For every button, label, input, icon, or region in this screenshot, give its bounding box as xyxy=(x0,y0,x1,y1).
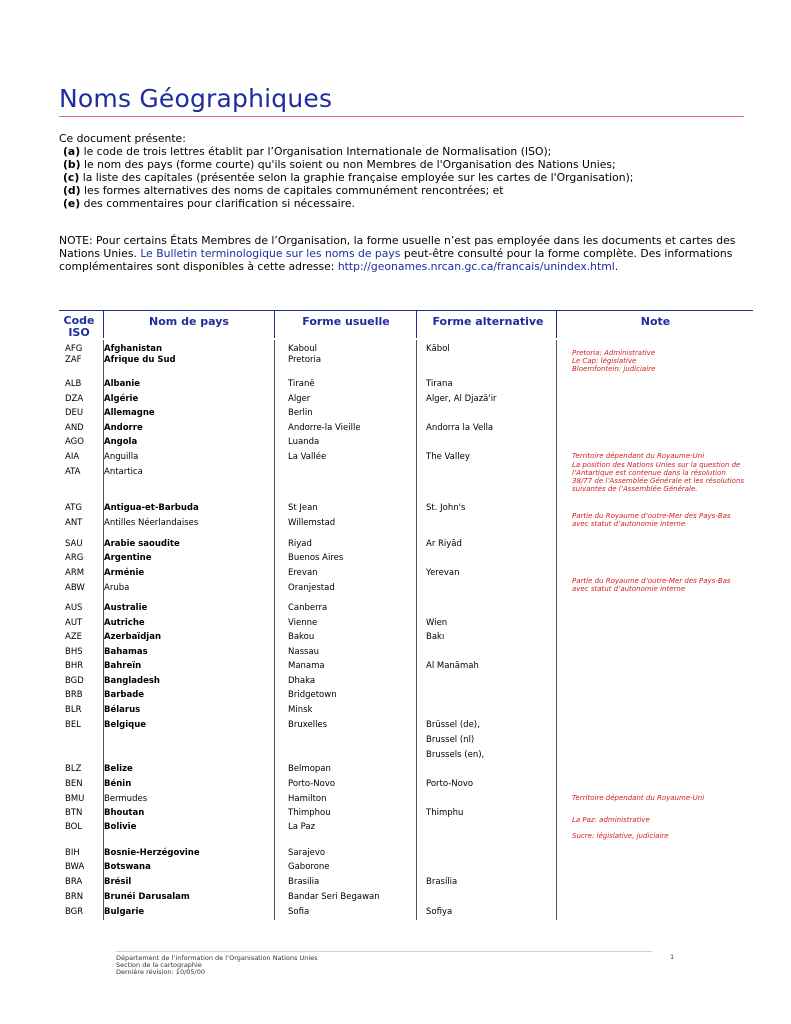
cell-country-name: Barbade xyxy=(104,690,145,700)
cell-country-name: Belize xyxy=(104,764,133,774)
column-divider xyxy=(556,310,557,338)
cell-code: BIH xyxy=(65,848,80,858)
header-alternative: Forme alternative xyxy=(432,315,544,328)
cell-country-name: Allemagne xyxy=(104,408,155,418)
footer-line: Section de la cartographie xyxy=(116,961,202,969)
cell-code: ANT xyxy=(65,518,83,528)
cell-country-name: Aruba xyxy=(104,583,130,593)
cell-code: ALB xyxy=(65,379,82,389)
page-number: 1 xyxy=(670,953,675,961)
cell-usual-form: Belmopan xyxy=(288,764,331,774)
cell-country-name: Afrique du Sud xyxy=(104,355,176,365)
cell-note: Partie du Royaume d’outre-Mer des Pays-Bas avec statut d’autonomie interne xyxy=(572,512,733,528)
column-divider xyxy=(416,310,417,338)
intro-item-text: le code de trois lettres établit par l’Organisation Internationale de Normalisation (ISO); xyxy=(83,145,552,158)
cell-country-name: Autriche xyxy=(104,618,145,628)
intro-item xyxy=(59,145,749,158)
cell-country-name: Brésil xyxy=(104,877,132,887)
cell-country-name: Botswana xyxy=(104,862,151,872)
intro-item-text: le nom des pays (forme courte) qu'ils soient ou non Membres de l'Organisation des Nations Unies; xyxy=(84,158,616,171)
cell-usual-form: Buenos Aires xyxy=(288,553,344,563)
note-paragraph xyxy=(59,234,749,273)
cell-code: AGO xyxy=(65,437,84,447)
cell-usual-form: Bandar Seri Begawan xyxy=(288,892,380,902)
column-rule xyxy=(274,340,275,920)
cell-usual-form: Manama xyxy=(288,661,325,671)
column-divider xyxy=(274,310,275,338)
cell-alternative-form: St. John's xyxy=(426,503,466,513)
cell-code: BMU xyxy=(65,794,85,804)
intro-item-text: la liste des capitales (présentée selon la graphie française employée sur les cartes de l'Organisation); xyxy=(82,171,634,184)
cell-code: AND xyxy=(65,423,84,433)
page-title: Noms Géographiques xyxy=(59,84,333,113)
note-text: NOTE: Pour certains États Membres de l’Organisation, la forme usuelle n’est pas employée dans les documents et cartes des Nations Unies. xyxy=(59,234,736,260)
cell-usual-form: Minsk xyxy=(288,705,313,715)
cell-code: BHS xyxy=(65,647,83,657)
cell-usual-form: Berlin xyxy=(288,408,313,418)
cell-usual-form: Oranjestad xyxy=(288,583,335,593)
intro-item-tag: (e) xyxy=(63,197,81,210)
cell-code: ARM xyxy=(65,568,85,578)
cell-country-name: Arabie saoudite xyxy=(104,539,180,549)
cell-usual-form: St Jean xyxy=(288,503,318,513)
cell-country-name: Bermudes xyxy=(104,794,148,804)
cell-usual-form: Alger xyxy=(288,394,311,404)
table-header xyxy=(59,310,753,339)
cell-country-name: Bangladesh xyxy=(104,676,160,686)
cell-usual-form: Thimphou xyxy=(288,808,331,818)
cell-usual-form: Bruxelles xyxy=(288,720,328,730)
cell-alternative-form: Sofiya xyxy=(426,907,453,917)
cell-code: BGD xyxy=(65,676,84,686)
cell-country-name: Belgique xyxy=(104,720,147,730)
cell-code: SAU xyxy=(65,539,83,549)
cell-code: BRB xyxy=(65,690,83,700)
cell-code: BEN xyxy=(65,779,83,789)
header-note: Note xyxy=(640,315,671,328)
cell-alternative-form: The Valley xyxy=(426,452,470,462)
cell-country-name: Bosnie-Herzégovine xyxy=(104,848,200,858)
cell-alternative-form: Alger, Al Djazā'ir xyxy=(426,394,497,404)
footer-line: Dernière révision: 10/05/00 xyxy=(116,968,206,976)
footer xyxy=(116,955,318,976)
cell-note: Partie du Royaume d’outre-Mer des Pays-Bas avec statut d’autonomie interne xyxy=(572,577,733,593)
cell-code: ARG xyxy=(65,553,84,563)
cell-code: AUT xyxy=(65,618,83,628)
cell-code: ZAF xyxy=(65,355,82,365)
cell-note: Territoire dépendant du Royaume-Uni xyxy=(572,452,705,460)
header-name: Nom de pays xyxy=(149,315,229,328)
cell-usual-form: La Paz xyxy=(288,822,316,832)
cell-code: ATA xyxy=(65,467,81,477)
cell-country-name: Angola xyxy=(104,437,138,447)
cell-usual-form: Pretoria xyxy=(288,355,322,365)
intro-item-tag: (d) xyxy=(63,184,81,197)
cell-usual-form: Tiranë xyxy=(288,379,315,389)
cell-code: BTN xyxy=(65,808,83,818)
cell-country-name: Azerbaïdjan xyxy=(104,632,162,642)
cell-country-name: Brunéi Darusalam xyxy=(104,892,190,902)
cell-code: BGR xyxy=(65,907,84,917)
cell-country-name: Australie xyxy=(104,603,148,613)
cell-usual-form: Willemstad xyxy=(288,518,336,528)
intro-item-tag: (c) xyxy=(63,171,80,184)
cell-alternative-form: Wien xyxy=(426,618,448,628)
cell-code: BEL xyxy=(65,720,81,730)
note-text: . xyxy=(614,260,619,273)
intro-item-text: les formes alternatives des noms de capitales communément rencontrées; et xyxy=(84,184,504,197)
cell-usual-form: Bakou xyxy=(288,632,315,642)
cell-code: AUS xyxy=(65,603,83,613)
cell-usual-form: Nassau xyxy=(288,647,320,657)
cell-alternative-form: Kābol xyxy=(426,344,450,354)
header-code: Code ISO xyxy=(63,314,95,339)
intro-item xyxy=(59,197,749,210)
footer-rule xyxy=(116,951,652,952)
cell-country-name: Bolivie xyxy=(104,822,137,832)
bulletin-link[interactable]: Le Bulletin terminologique sur les noms de pays xyxy=(140,247,401,260)
cell-usual-form: Gaborone xyxy=(288,862,330,872)
cell-alternative-form: Andorra la Vella xyxy=(426,423,494,433)
cell-country-name: Antilles Néerlandaises xyxy=(104,518,199,528)
cell-code: BLZ xyxy=(65,764,82,774)
cell-note: Territoire dépendant du Royaume-Uni xyxy=(572,794,705,802)
cell-code: BLR xyxy=(65,705,82,715)
cell-usual-form: Brasilia xyxy=(288,877,320,887)
cell-code: AFG xyxy=(65,344,83,354)
cell-code: BRN xyxy=(65,892,84,902)
cell-code: ATG xyxy=(65,503,82,513)
cell-code: DEU xyxy=(65,408,84,418)
cell-alternative-form: Thimphu xyxy=(426,808,464,818)
cell-usual-form: Canberra xyxy=(288,603,328,613)
cell-alternative-form: Brüssel (de), Brussel (nl) Brussels (en), xyxy=(426,720,485,760)
cell-note: La position des Nations Unies sur la question de l’Antartique est contenue dans la résolution 38/77 de l’Assemblée Générale et les résolutions suivantes de l’Assemblée Générale. xyxy=(572,461,747,493)
header-usual: Forme usuelle xyxy=(302,315,390,328)
cell-country-name: Afghanistan xyxy=(104,344,163,354)
cell-usual-form: Riyad xyxy=(288,539,312,549)
cell-code: BRA xyxy=(65,877,83,887)
cell-code: BHR xyxy=(65,661,84,671)
cell-country-name: Albanie xyxy=(104,379,141,389)
cell-alternative-form: Tirana xyxy=(426,379,453,389)
cell-usual-form: Hamilton xyxy=(288,794,327,804)
cell-usual-form: Erevan xyxy=(288,568,318,578)
footer-line: Département de l’information de l’Organisation Nations Unies xyxy=(116,954,318,962)
column-divider xyxy=(103,310,104,338)
cell-usual-form: Kaboul xyxy=(288,344,317,354)
cell-country-name: Antigua-et-Barbuda xyxy=(104,503,199,513)
intro-item-tag: (b) xyxy=(63,158,81,171)
cell-alternative-form: Brasília xyxy=(426,877,458,887)
cell-usual-form: Vienne xyxy=(288,618,318,628)
cell-alternative-form: Al Manāmah xyxy=(426,661,479,671)
intro-item xyxy=(59,158,749,171)
cell-usual-form: Sarajevo xyxy=(288,848,326,858)
cell-country-name: Algérie xyxy=(104,394,139,404)
cell-country-name: Anguilla xyxy=(104,452,139,462)
cell-country-name: Arménie xyxy=(104,568,145,578)
cell-usual-form: Sofia xyxy=(288,907,310,917)
cell-code: BWA xyxy=(65,862,85,872)
cell-code: BOL xyxy=(65,822,83,832)
note-text: peut-être consulté pour la forme complète. Des informations complémentaires sont disponibles à cette adresse: xyxy=(59,247,733,273)
column-rule xyxy=(416,340,417,920)
cell-country-name: Bahreïn xyxy=(104,661,142,671)
cell-code: ABW xyxy=(65,583,85,593)
cell-country-name: Bahamas xyxy=(104,647,148,657)
cell-code: AZE xyxy=(65,632,83,642)
intro-item-tag: (a) xyxy=(63,145,81,158)
cell-note: La Paz: administrative Sucre: législative, judiciaire xyxy=(572,816,669,840)
cell-note: Pretoria: Administrative Le Cap: législative Bloemfontein: judiciaire xyxy=(572,349,656,373)
cell-country-name: Bulgarie xyxy=(104,907,145,917)
cell-usual-form: Andorre-la Vieille xyxy=(288,423,361,433)
cell-country-name: Bélarus xyxy=(104,705,141,715)
cell-alternative-form: Bakı xyxy=(426,632,445,642)
cell-alternative-form: Yerevan xyxy=(426,568,460,578)
cell-alternative-form: Ar Riyād xyxy=(426,539,462,549)
title-rule xyxy=(59,116,744,117)
cell-usual-form: Bridgetown xyxy=(288,690,337,700)
cell-code: AIA xyxy=(65,452,80,462)
cell-usual-form: Dhaka xyxy=(288,676,316,686)
cell-usual-form: Luanda xyxy=(288,437,320,447)
intro xyxy=(59,132,749,210)
cell-alternative-form: Porto-Novo xyxy=(426,779,474,789)
cell-country-name: Andorre xyxy=(104,423,143,433)
intro-lead: Ce document présente: xyxy=(59,132,186,145)
cell-code: DZA xyxy=(65,394,84,404)
column-rule xyxy=(556,340,557,920)
cell-country-name: Antartica xyxy=(104,467,143,477)
intro-item-text: des commentaires pour clarification si nécessaire. xyxy=(83,197,355,210)
cell-country-name: Bénin xyxy=(104,779,132,789)
cell-usual-form: Porto-Novo xyxy=(288,779,336,789)
cell-country-name: Bhoutan xyxy=(104,808,145,818)
cell-usual-form: La Vallée xyxy=(288,452,327,462)
geonames-link[interactable]: http://geonames.nrcan.gc.ca/francais/unindex.html xyxy=(337,260,615,273)
intro-item xyxy=(59,171,749,184)
cell-country-name: Argentine xyxy=(104,553,152,563)
intro-item xyxy=(59,184,749,197)
